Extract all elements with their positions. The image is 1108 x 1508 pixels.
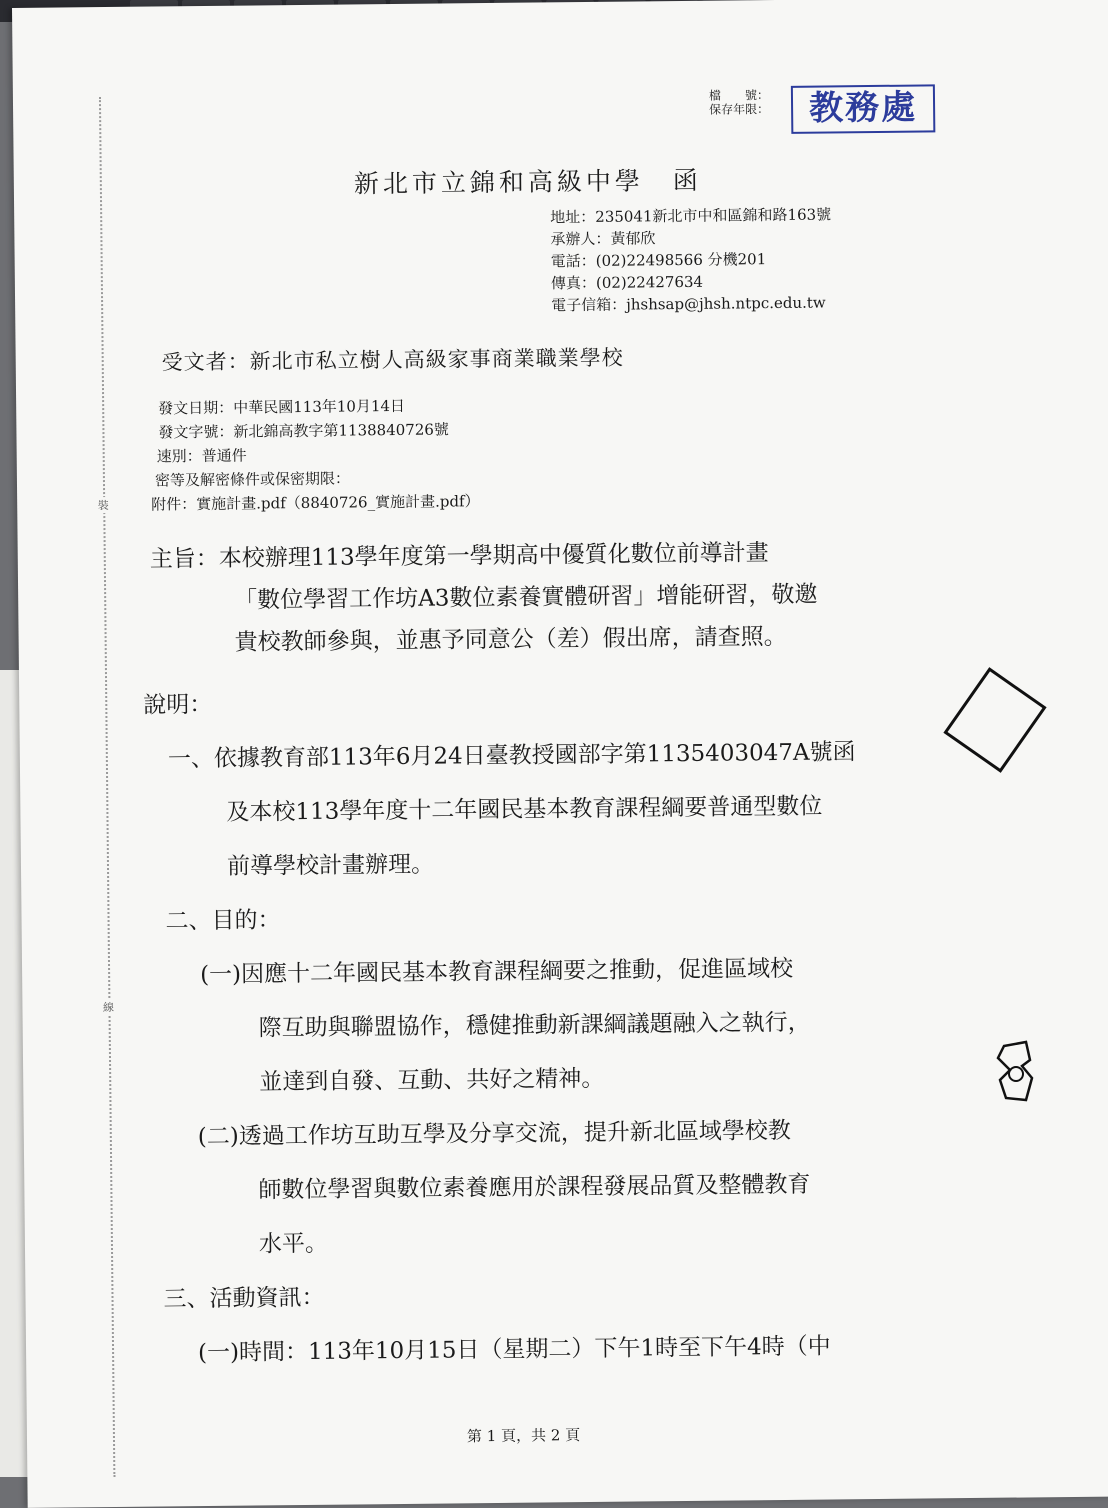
sender-phone: 電話：(02)22498566 分機201 [550,250,767,271]
priority: 速別：普通件 [156,446,247,466]
subject-line-3: 貴校教師參與，並惠予同意公（差）假出席，請查照。 [234,623,787,656]
section-2a-line-2: 際互助與聯盟協作，穩健推動新課綱議題融入之執行， [258,1009,811,1042]
recipient-line: 受文者：新北市私立樹人高級家事商業職業學校 [161,345,624,375]
sender-info [550,203,832,316]
seal-stamp-icon [996,1040,1036,1104]
section-2b-line-3: 水平。 [258,1230,329,1258]
sender-contact-person: 承辦人：黃郁欣 [550,229,656,249]
binding-line [99,97,115,1477]
subject [150,530,971,665]
section-3-heading: 三、活動資訊： [163,1284,325,1313]
section-3a-line-1: (一)時間：113年10月15日（星期二）下午1時至下午4時（中 [197,1333,831,1367]
section-1-line-1: 一、依據教育部113年6月24日臺教授國部字第1135403047A號函 [167,739,856,773]
section-2a-line-3: 並達到自發、互動、共好之精神。 [259,1065,605,1096]
explanation [143,678,983,1367]
document-meta [150,393,480,516]
attachment-line[interactable] [151,489,480,516]
retention-label: 保存年限： [709,102,770,117]
sender-address: 地址：235041新北市中和區錦和路163號 [550,205,832,227]
section-2b-line-1: (二)透過工作坊互助互學及分享交流，提升新北區域學校教 [197,1117,791,1151]
binding-label-top: 裝 [93,497,113,513]
attachment-text: 附件：實施計畫.pdf（8840726_實施計畫.pdf） [151,492,480,514]
file-no-label: 檔 號： [708,88,770,103]
issue-number: 發文字號：新北錦高教字第1138840726號 [158,420,449,442]
subject-line-1: 主旨：本校辦理113學年度第一學期高中優質化數位前導計畫 [149,540,769,573]
explanation-heading: 說明： [143,691,213,719]
section-1-line-3: 前導學校計畫辦理。 [226,851,435,880]
section-2b-line-2: 師數位學習與數位素養應用於課程發展品質及整體教育 [258,1171,811,1204]
document-title: 新北市立錦和高級中學 函 [353,165,703,199]
sender-email: 電子信箱：jhshsap@jhsh.ntpc.edu.tw [551,293,826,315]
section-1-line-2: 及本校113學年度十二年國民基本教育課程綱要普通型數位 [226,793,823,826]
subject-line-2: 「數位學習工作坊A3數位素養實體研習」增能研習，敬邀 [234,581,818,614]
document-page [12,0,1108,1508]
issue-date: 發文日期：中華民國113年10月14日 [158,396,406,418]
sender-fax: 傳真：(02)22427634 [550,272,704,293]
section-2a-line-1: (一)因應十二年國民基本教育課程綱要之推動，促進區域校 [200,955,794,989]
show-through-text [174,196,194,225]
office-stamp: 教務處 [791,84,935,134]
confidentiality: 密等及解密條件或保密期限： [154,469,351,490]
archive-labels [709,88,769,117]
page-number: 第 1 頁，共 2 頁 [466,1426,581,1446]
binding-label-bottom: 線 [98,999,118,1015]
section-2-heading: 二、目的： [165,907,281,935]
